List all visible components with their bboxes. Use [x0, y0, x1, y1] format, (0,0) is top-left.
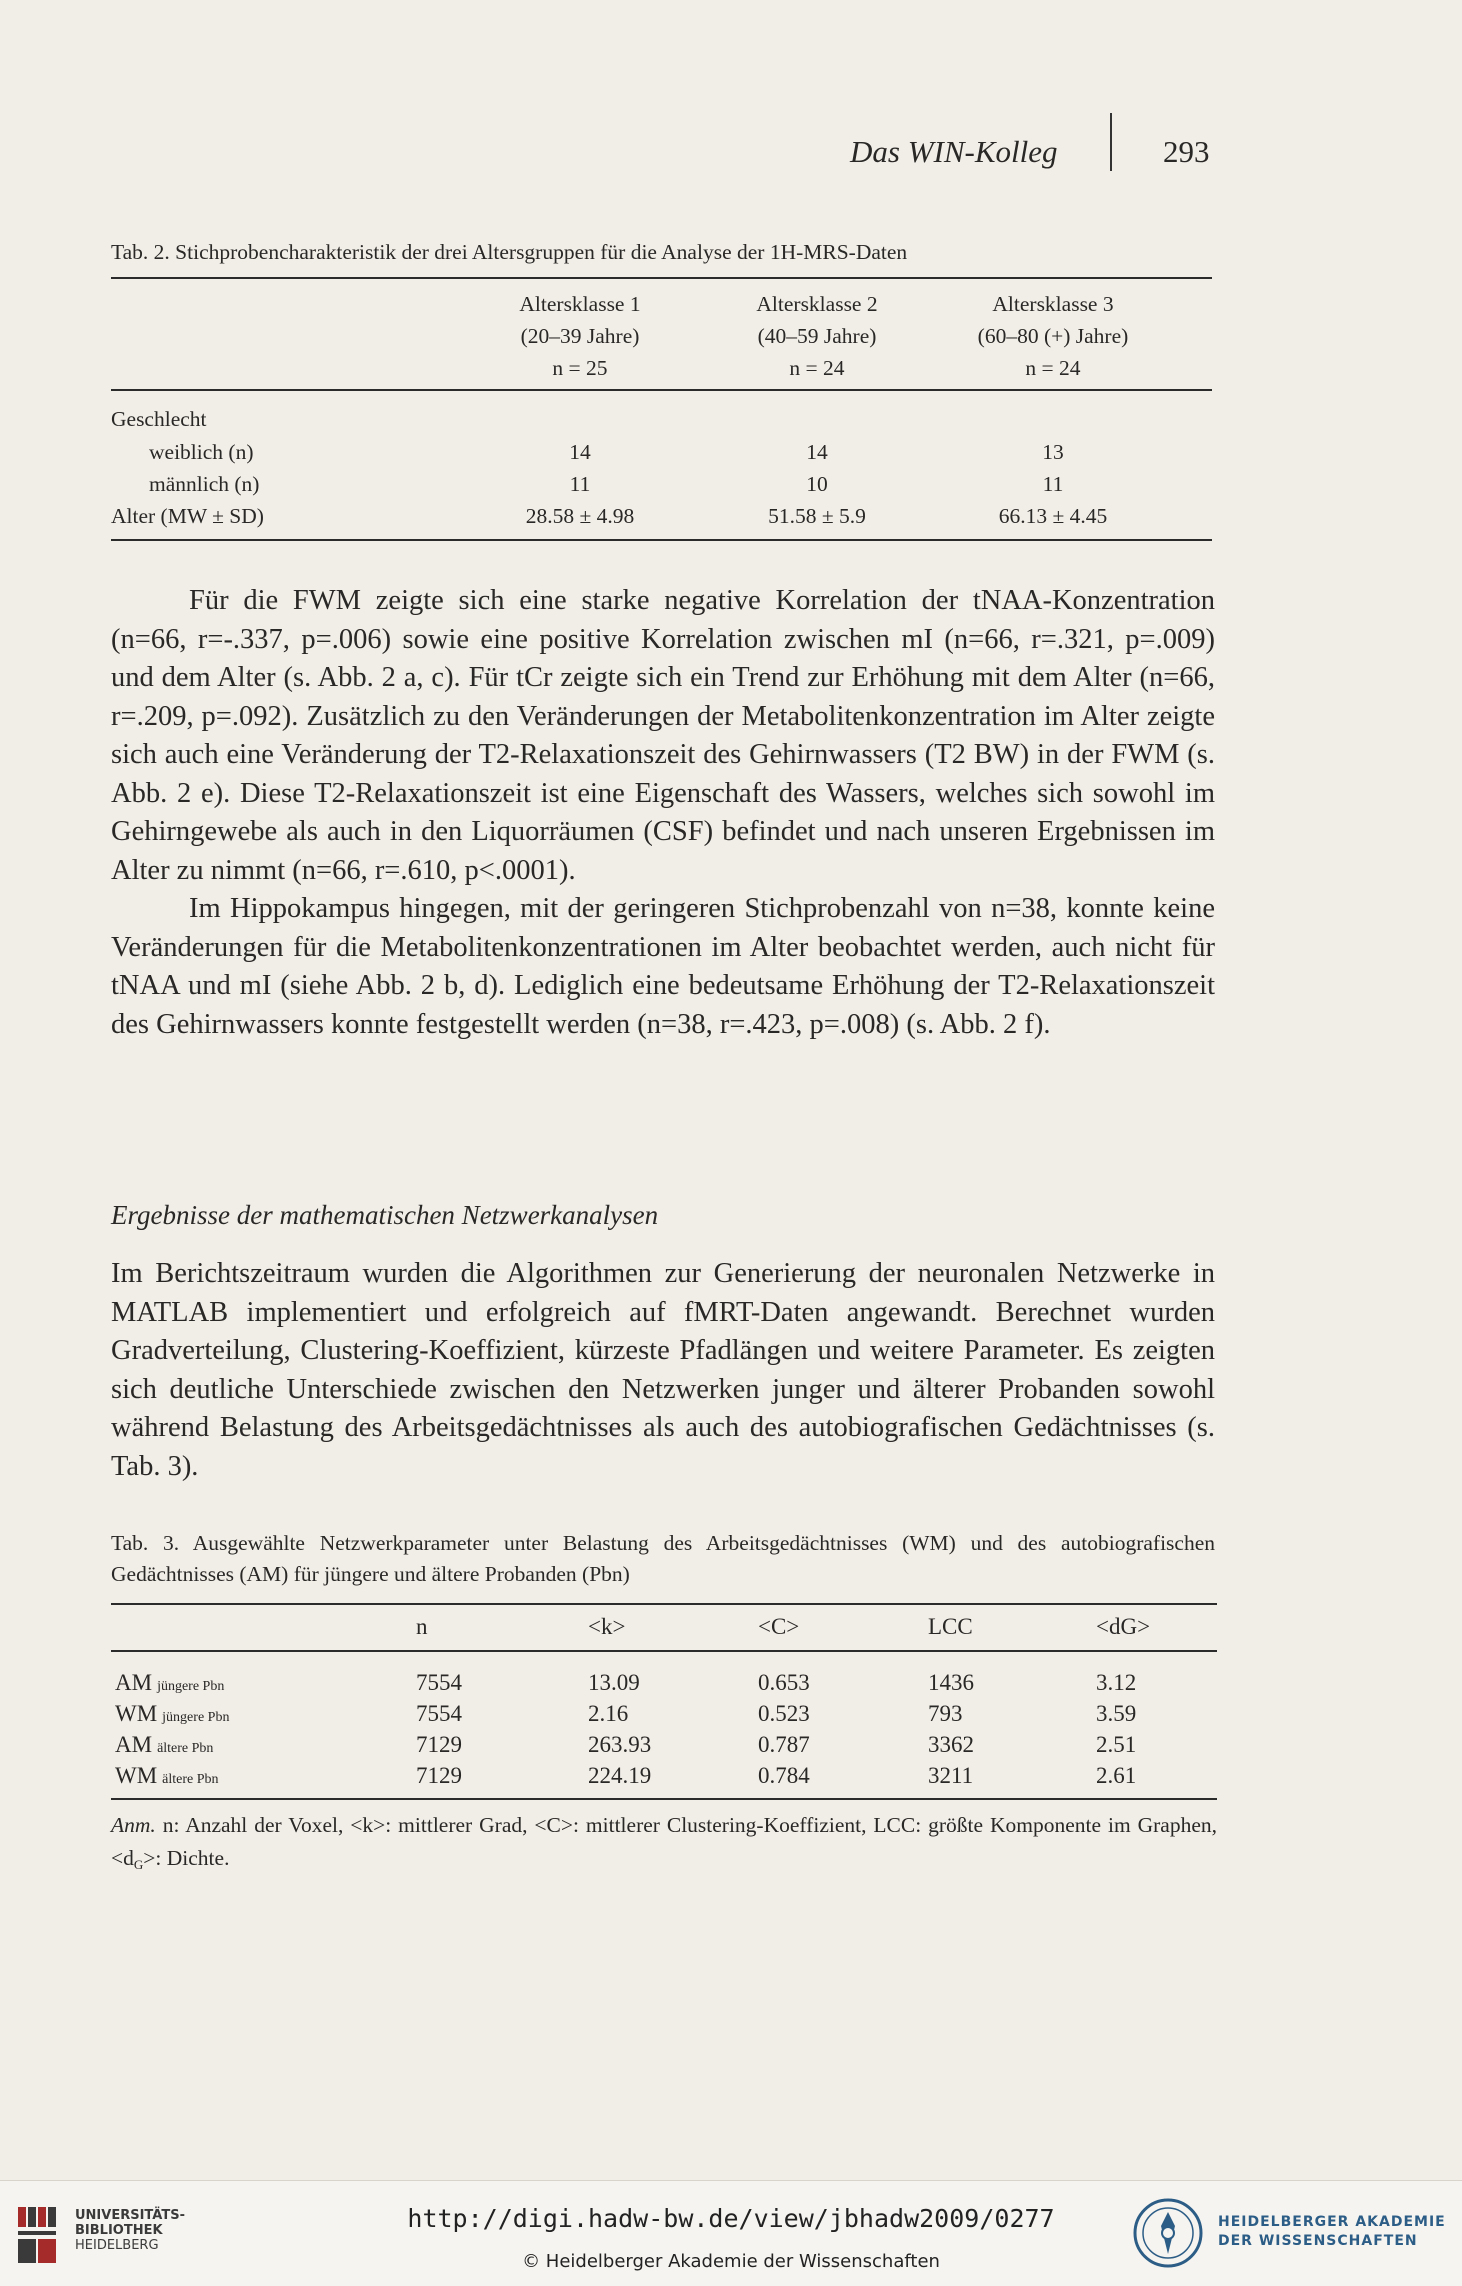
- table3-cell: 7129: [416, 1763, 462, 1788]
- table2-caption: Tab. 2. Stichprobencharakteristik der drei Altersgruppen für die Analyse der 1H-MRS-Daten: [111, 240, 908, 264]
- table3-cell: 3362: [928, 1732, 974, 1757]
- table3-cell: 224.19: [588, 1763, 652, 1788]
- table2-top-rule: [111, 277, 1212, 279]
- table2-col1-header: [465, 288, 695, 384]
- col2-name: Altersklasse 2: [756, 292, 878, 316]
- table3-row-label: WM ältere Pbn: [115, 1763, 219, 1788]
- section-heading: Ergebnisse der mathematischen Netzwerkanalysen: [111, 1200, 659, 1230]
- library-line2: BIBLIOTHEK: [75, 2223, 163, 2238]
- col1-n: n = 25: [552, 356, 608, 380]
- table2-cell: 11: [1042, 472, 1064, 496]
- note-prefix: Anm.: [111, 1813, 156, 1837]
- table3-cell: 0.653: [758, 1670, 810, 1695]
- table3-cell: 3.59: [1096, 1701, 1137, 1726]
- table3-header: <C>: [758, 1614, 800, 1639]
- note-end: >: Dichte.: [143, 1846, 230, 1870]
- library-line3: HEIDELBERG: [75, 2238, 159, 2253]
- table3-cell: 0.787: [758, 1732, 810, 1757]
- paragraph-netzwerk: Im Berichtszeitraum wurden die Algorithmen zur Generierung der neuronalen Netzwerke in MATLAB implementiert und erfolgreich auf fMRT-Daten angewandt. Berechnet wurden Gradverteilung, Clustering-Koeffizient, kürzeste Pfadlängen und weitere Parameter. Es zeigten sich deutliche Unterschiede zwischen den Netzwerken junger und älterer Probanden sowohl während Belastung des Arbeitsgedächtnisses als auch des autobiografischen Gedächtnisses (s. Tab. 3).: [111, 1258, 1215, 1482]
- source-url-link[interactable]: http://digi.hadw-bw.de/view/jbhadw2009/0277: [407, 2204, 1055, 2233]
- academy-seal-icon: [1127, 2196, 1209, 2270]
- table2-bottom-rule: [111, 539, 1212, 541]
- table3-cell: 793: [928, 1701, 963, 1726]
- table2-row-label: weiblich (n): [149, 440, 254, 464]
- academy-name: [1218, 2213, 1446, 2251]
- table3-cell: 3.12: [1096, 1670, 1137, 1695]
- paragraph-fwm: Für die FWM zeigte sich eine starke negative Korrelation der tNAA-Konzentration (n=66, r=-.337, p=.006) sowie eine positive Korrelation zwischen mI (n=66, r=.321, p=.009) und dem Alter (s. Abb. 2 a, c). Für tCr zeigte sich ein Trend zur Erhöhung mit dem Alter (n=66, r=.209, p=.092). Zusätzlich zu den Veränderungen der Metabolitenkonzentration im Alter zeigte sich auch eine Veränderung der T2-Relaxationszeit des Gehirnwassers (T2 BW) in der FWM (s. Abb. 2 e). Diese T2-Relaxationszeit ist eine Eigenschaft des Wassers, welches sich sowohl im Gehirngewebe als auch in den Liquorräumen (CSF) befindet und nach unseren Ergebnissen im Alter zu nimmt (n=66, r=.610, p<.0001).: [111, 585, 1215, 886]
- table2-cell: 11: [569, 472, 591, 496]
- table3-caption: Tab. 3. Ausgewählte Netzwerkparameter unter Belastung des Arbeitsgedächtnisses (WM) und des autobiografischen Gedächtnisses (AM) für jüngere und ältere Probanden (Pbn): [111, 1531, 1215, 1586]
- table3-cell: 7554: [416, 1670, 462, 1695]
- table3-note: [111, 1809, 1217, 1881]
- table2-row-label: Geschlecht: [111, 407, 207, 431]
- table3-header: <k>: [588, 1614, 626, 1639]
- academy-line2: DER WISSENSCHAFTEN: [1218, 2233, 1418, 2249]
- col1-range: (20–39 Jahre): [520, 324, 640, 348]
- table2-row-label: Alter (MW ± SD): [111, 504, 264, 528]
- table3-header: n: [416, 1614, 428, 1639]
- table3-cell: 13.09: [588, 1670, 640, 1695]
- col2-range: (40–59 Jahre): [757, 324, 877, 348]
- table2-cell: 14: [806, 440, 828, 464]
- table3-row-label: AM jüngere Pbn: [115, 1670, 225, 1695]
- table3-cell: 0.523: [758, 1701, 810, 1726]
- body-text-1: [111, 582, 1215, 1044]
- table3-cell: 2.16: [588, 1701, 629, 1726]
- page-number: 293: [1163, 134, 1210, 169]
- table2-cell: 14: [569, 440, 591, 464]
- running-title: Das WIN-Kolleg: [850, 134, 1058, 169]
- table2-cell: 28.58 ± 4.98: [525, 504, 635, 528]
- paragraph-hippokampus: Im Hippokampus hingegen, mit der geringeren Stichprobenzahl von n=38, konnte keine Veränderungen für die Metabolitenkonzentrationen im Alter beobachtet werden, auch nicht für tNAA und mI (siehe Abb. 2 b, d). Lediglich eine bedeutsame Erhöhung der T2-Relaxationszeit des Gehirnwassers konnte festgestellt werden (n=38, r=.423, p=.008) (s. Abb. 2 f).: [111, 893, 1215, 1040]
- table3-cell: 0.784: [758, 1763, 810, 1788]
- table2-col3-header: [938, 288, 1168, 384]
- table3-cell: 7554: [416, 1701, 462, 1726]
- table2-col2-header: [702, 288, 932, 384]
- table3-header-rule: [111, 1650, 1217, 1652]
- table3-cell: 1436: [928, 1670, 974, 1695]
- table3-header: LCC: [928, 1614, 973, 1639]
- table3-cell: 7129: [416, 1732, 462, 1757]
- table3-cell: 3211: [928, 1763, 974, 1788]
- table2-header-rule: [111, 389, 1212, 391]
- table3-header: <dG>: [1096, 1614, 1151, 1639]
- note-subscript: G: [133, 1857, 144, 1872]
- table3-cell: 263.93: [588, 1732, 652, 1757]
- copyright-notice: © Heidelberger Akademie der Wissenschaften: [522, 2251, 940, 2272]
- body-text-2: [111, 1255, 1215, 1486]
- table3-row-label: AM ältere Pbn: [115, 1732, 214, 1757]
- col3-name: Altersklasse 3: [992, 292, 1114, 316]
- col3-n: n = 24: [1025, 356, 1081, 380]
- table2-row-label: männlich (n): [149, 472, 260, 496]
- academy-line1: HEIDELBERGER AKADEMIE: [1218, 2214, 1446, 2230]
- col3-range: (60–80 (+) Jahre): [977, 324, 1129, 348]
- header-divider: [1110, 113, 1112, 171]
- table2-cell: 13: [1042, 440, 1064, 464]
- table2-cell: 10: [806, 472, 828, 496]
- note-text: n: Anzahl der Voxel, <k>: mittlerer Grad, <C>: mittlerer Clustering-Koeffizient, LCC: größte Komponente im Graphen, <d: [111, 1813, 1217, 1870]
- table2-cell: 66.13 ± 4.45: [998, 504, 1108, 528]
- table3-row-label: WM jüngere Pbn: [115, 1701, 230, 1726]
- table3-cell: 2.51: [1096, 1732, 1137, 1757]
- table3-cell: 2.61: [1096, 1763, 1137, 1788]
- table2-cell: 51.58 ± 5.9: [768, 504, 866, 528]
- col1-name: Altersklasse 1: [519, 292, 641, 316]
- library-line1: UNIVERSITÄTS-: [75, 2208, 185, 2223]
- col2-n: n = 24: [789, 356, 845, 380]
- table3-bottom-rule: [111, 1798, 1217, 1800]
- table3-top-rule: [111, 1603, 1217, 1605]
